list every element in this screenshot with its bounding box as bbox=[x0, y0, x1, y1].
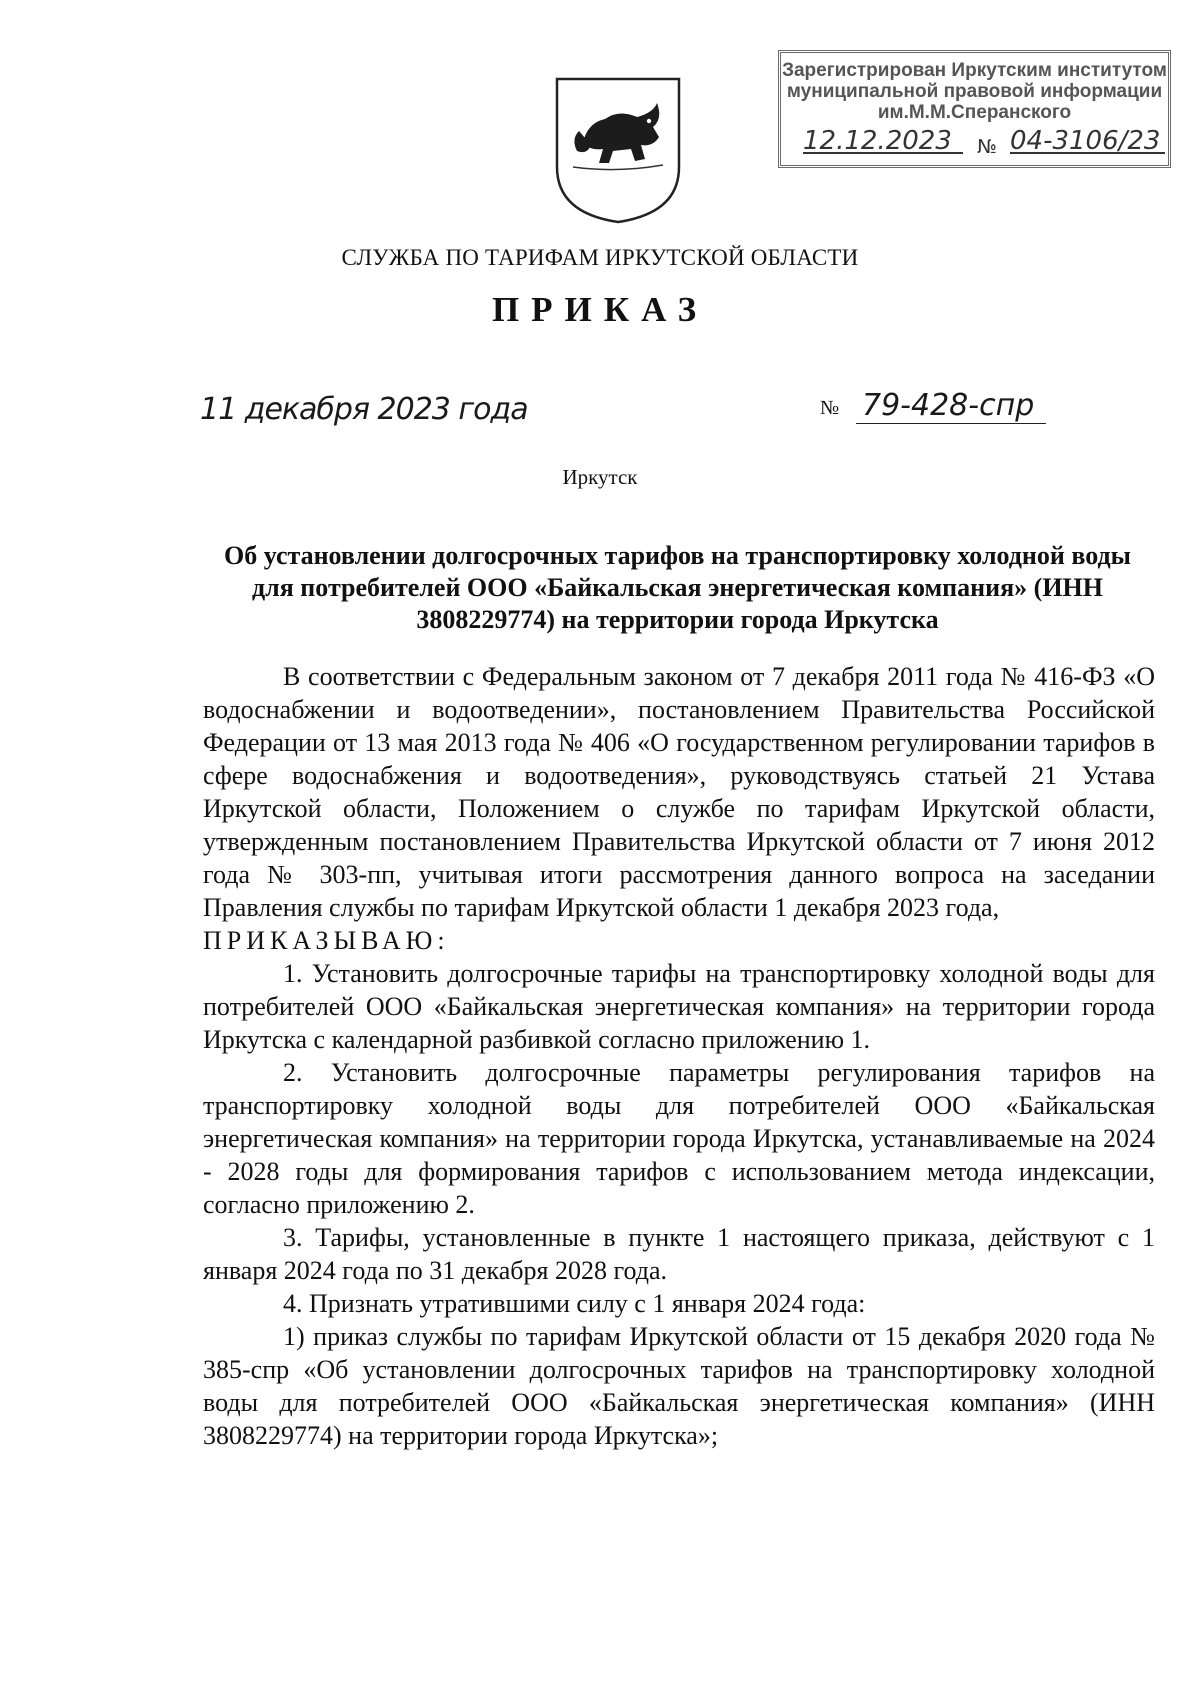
document-title: Об установлении долгосрочных тарифов на транспортировку холодной воды для потребителей ООО «Байкальская энергетическая компания» (ИНН 3808229774) на территории города Иркутска bbox=[224, 541, 1131, 634]
preamble: В соответствии с Федеральным законом от 7 декабря 2011 года № 416-ФЗ «О водоснабжении и водоотведении», постановлением Правительства Российской Федерации от 13 мая 2013 года № 406 «О государственном регулировании тарифов в сфере водоснабжения и водоотведения», руководствуясь статьей 21 Устава Иркутской области, Положением о службе по тарифам Иркутской области, утвержденным постановлением Правительства Иркутской области от 7 июня 2012 года № 303-пп, учитывая итоги рассмотрения данного вопроса на заседании Правления службы по тарифам Иркутской области 1 декабря 2023 года, bbox=[203, 662, 1155, 922]
stamp-line-2: муниципальной правовой информации bbox=[786, 81, 1163, 102]
order-number-sign: № bbox=[820, 397, 840, 419]
order-word: ПРИКАЗЫВАЮ: bbox=[203, 926, 450, 955]
order-item: 1. Установить долгосрочные тарифы на транспортировку холодной воды для потребителей ООО «Байкальская энергетическая компания» на территории города Иркутска с календарной разбивкой согласно приложению 1. bbox=[203, 959, 1155, 1054]
registration-stamp bbox=[778, 50, 1171, 168]
document-body bbox=[203, 660, 1155, 1452]
stamp-registration-number: 04-3106/23 bbox=[1010, 131, 1165, 154]
document-type: ПРИКАЗ bbox=[491, 290, 709, 329]
order-item: 2. Установить долгосрочные параметры регулирования тарифов на транспортировку холодной воды для потребителей ООО «Байкальская энергетическая компания» на территории города Иркутска, устанавливаемые на 2024 - 2028 годы для формирования тарифов с использованием метода индексации, согласно приложению 2. bbox=[203, 1058, 1155, 1219]
order-date-handwritten: 11 декабря 2023 года bbox=[200, 392, 528, 427]
order-subitem: 1) приказ службы по тарифам Иркутской области от 15 декабря 2020 года № 385-спр «Об установлении долгосрочных тарифов на транспортировку холодной воды для потребителей ООО «Байкальская энергетическая компания» (ИНН 3808229774) на территории города Иркутска»; bbox=[203, 1322, 1155, 1450]
stamp-number-sign: № bbox=[977, 136, 997, 158]
irkutsk-coat-of-arms-icon bbox=[553, 75, 683, 225]
order-item: 3. Тарифы, установленные в пункте 1 настоящего приказа, действуют с 1 января 2024 года по 31 декабря 2028 года. bbox=[203, 1223, 1155, 1285]
stamp-line-3: им.М.М.Сперанского bbox=[877, 102, 1072, 123]
stamp-line-1: Зарегистрирован Иркутским институтом bbox=[782, 60, 1167, 81]
city: Иркутск bbox=[562, 465, 638, 489]
organization-name: СЛУЖБА ПО ТАРИФАМ ИРКУТСКОЙ ОБЛАСТИ bbox=[341, 245, 859, 270]
order-number-handwritten: 79-428-спр bbox=[856, 388, 1046, 424]
stamp-registration-date: 12.12.2023 bbox=[803, 131, 963, 154]
stamp-registration-row bbox=[795, 126, 1161, 161]
order-item: 4. Признать утратившими силу с 1 января 2024 года: bbox=[283, 1289, 866, 1318]
